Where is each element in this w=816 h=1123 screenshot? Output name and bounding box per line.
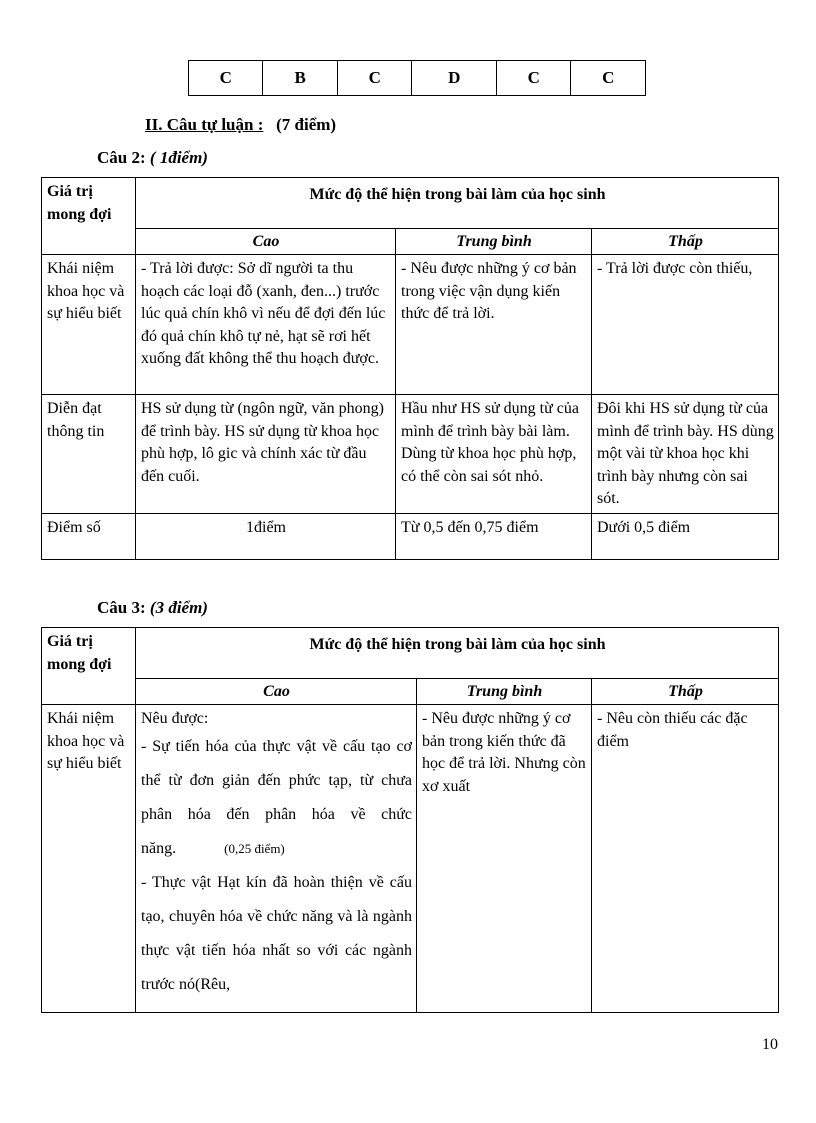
- cell-high: [136, 705, 417, 1013]
- header-performance-level: Mức độ thể hiện trong bài làm của học sinh: [136, 178, 779, 229]
- question3-points: (3 điểm): [149, 598, 208, 617]
- rubric-row: [42, 514, 779, 560]
- question2-rubric-table: [41, 177, 779, 560]
- question2-label: Câu 2:: [97, 148, 146, 167]
- question3-label: Câu 3:: [97, 598, 146, 617]
- answer-key-row: [189, 61, 646, 96]
- cell-low: - Trả lời được còn thiếu,: [592, 255, 779, 395]
- section-points: (7 điểm): [276, 115, 337, 134]
- cell-high: 1điểm: [136, 514, 396, 560]
- level-low: Thấp: [592, 229, 779, 255]
- section-heading: [145, 115, 336, 135]
- cell-high: HS sử dụng từ (ngôn ngữ, văn phong) để trình bày. HS sử dụng từ khoa học phù hợp, lô gic và chính xác từ đầu đến cuối.: [136, 395, 396, 514]
- row-label: Diễn đạt thông tin: [42, 395, 136, 514]
- header-expected-value: Giá trị mong đợi: [42, 628, 136, 705]
- cell-high: - Trả lời được: Sở dĩ người ta thu hoạch các loại đỗ (xanh, đen...) trước lúc quả chín khô vì nếu để đợi đến lúc đó quả chín khô tự nẻ, hạt sẽ rơi hết xuống đất không thể thu hoạch được.: [136, 255, 396, 395]
- level-medium: Trung bình: [396, 229, 592, 255]
- level-high: Cao: [136, 679, 417, 705]
- answer-key-table: [188, 60, 646, 96]
- question2-heading: [97, 148, 208, 168]
- answer-cell: B: [263, 61, 337, 96]
- cell-high-point-1-score: (0,25 điểm): [224, 841, 285, 856]
- question3-rubric-table: [41, 627, 779, 1013]
- answer-cell: D: [412, 61, 497, 96]
- level-high: Cao: [136, 229, 396, 255]
- page-number: 10: [762, 1036, 778, 1053]
- cell-high-point-1-text: - Sự tiến hóa của thực vật về cấu tạo cơ thể từ đơn giản đến phức tạp, từ chưa phân hóa đến phân hóa về chức năng.: [141, 738, 412, 857]
- cell-medium: Hầu như HS sử dụng từ của mình để trình bày bài làm. Dùng từ khoa học phù hợp, có thể còn sai sót nhỏ.: [396, 395, 592, 514]
- row-label: Khái niệm khoa học và sự hiểu biết: [42, 705, 136, 1013]
- rubric-row: [42, 395, 779, 514]
- answer-cell: C: [337, 61, 411, 96]
- header-expected-value: Giá trị mong đợi: [42, 178, 136, 255]
- question2-points: ( 1điểm): [149, 148, 208, 167]
- cell-medium: - Nêu được những ý cơ bản trong kiến thức đã học để trả lời. Nhưng còn xơ xuất: [417, 705, 592, 1013]
- row-label: Khái niệm khoa học và sự hiểu biết: [42, 255, 136, 395]
- cell-medium: - Nêu được những ý cơ bản trong việc vận dụng kiến thức để trả lời.: [396, 255, 592, 395]
- answer-cell: C: [497, 61, 571, 96]
- header-performance-level: Mức độ thể hiện trong bài làm của học sinh: [136, 628, 779, 679]
- row-label: Điểm số: [42, 514, 136, 560]
- question3-heading: [97, 598, 208, 618]
- rubric-row: [42, 255, 779, 395]
- answer-cell: C: [189, 61, 263, 96]
- cell-low: Dưới 0,5 điểm: [592, 514, 779, 560]
- rubric-row: [42, 705, 779, 1013]
- cell-low: Đôi khi HS sử dụng từ của mình để trình bày. HS dùng một vài từ khoa học khi trình bày nhưng còn sai sót.: [592, 395, 779, 514]
- level-medium: Trung bình: [417, 679, 592, 705]
- cell-high-point-2: - Thực vật Hạt kín đã hoàn thiện về cấu tạo, chuyên hóa về chức năng và là ngành thực vật tiến hóa nhất so với các ngành trước nó(Rêu,: [141, 874, 412, 993]
- cell-high-point-1: [141, 730, 412, 866]
- cell-medium: Từ 0,5 đến 0,75 điểm: [396, 514, 592, 560]
- cell-low: - Nêu còn thiếu các đặc điểm: [592, 705, 779, 1013]
- level-low: Thấp: [592, 679, 779, 705]
- cell-high-intro: Nêu được:: [141, 710, 209, 727]
- section-title: II. Câu tự luận :: [145, 115, 264, 134]
- answer-cell: C: [571, 61, 646, 96]
